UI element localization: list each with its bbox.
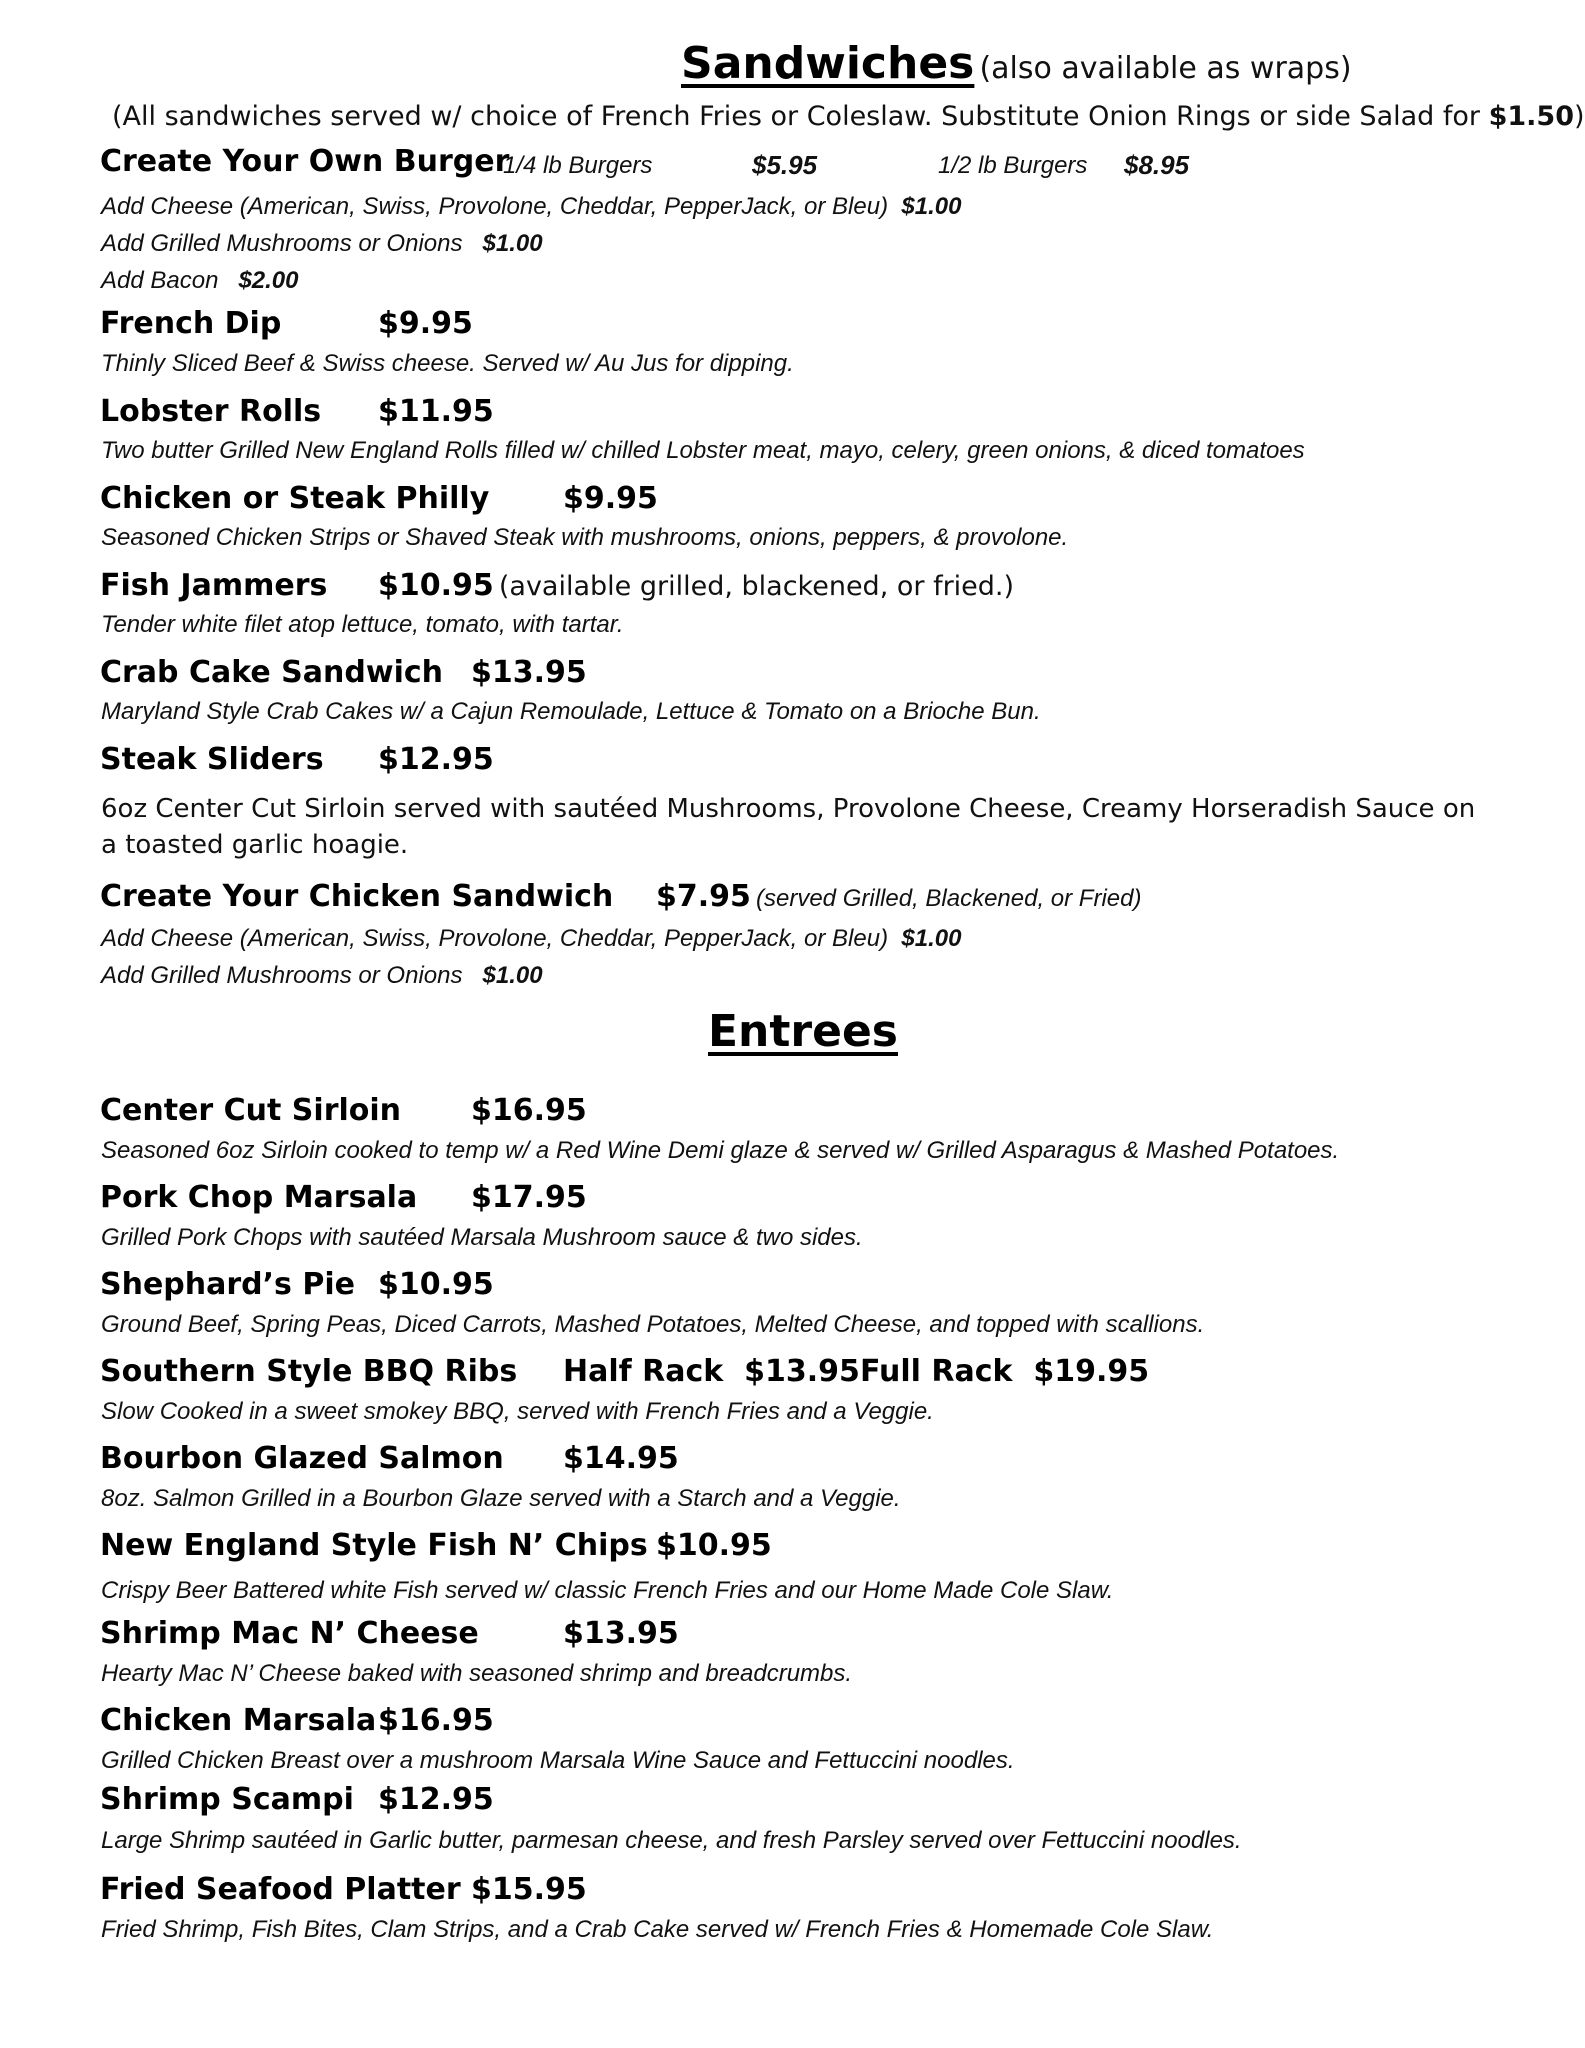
seafood-platter-name: Fried Seafood Platter [100, 1872, 461, 1907]
sandwiches-intro-close: ) [1574, 101, 1585, 132]
fish-chips-desc: Crispy Beer Battered white Fish served w/ classic French Fries and our Home Made Cole Slaw. [101, 1577, 1114, 1604]
philly-price: $9.95 [563, 481, 658, 516]
burger-name: Create Your Own Burger [100, 144, 510, 179]
salmon-desc: 8oz. Salmon Grilled in a Bourbon Glaze served with a Starch and a Veggie. [101, 1485, 901, 1512]
scampi-price: $12.95 [378, 1782, 494, 1817]
fish-chips-name: New England Style Fish N’ Chips [100, 1528, 648, 1563]
burger-add-mushrooms-text: Add Grilled Mushrooms or Onions [101, 230, 463, 257]
chicken-add-mushrooms [101, 962, 543, 990]
fish-jammers-name: Fish Jammers [100, 568, 328, 603]
fish-jammers-desc: Tender white filet atop lettuce, tomato, with tartar. [101, 611, 624, 638]
sliders-price: $12.95 [378, 742, 494, 777]
salmon-price: $14.95 [563, 1441, 679, 1476]
pork-chop-desc: Grilled Pork Chops with sautéed Marsala Mushroom sauce & two sides. [101, 1224, 863, 1251]
chicken-add-cheese-text: Add Cheese (American, Swiss, Provolone, Cheddar, PepperJack, or Bleu) [101, 925, 889, 952]
burger-add-cheese [101, 193, 961, 221]
seafood-platter-price: $15.95 [471, 1872, 587, 1907]
sandwiches-title-note: (also available as wraps) [979, 51, 1352, 86]
shrimp-mac-price: $13.95 [563, 1616, 679, 1651]
seafood-platter-desc: Fried Shrimp, Fish Bites, Clam Strips, and a Crab Cake served w/ French Fries & Homemade Cole Slaw. [101, 1916, 1214, 1943]
shephards-pie-desc: Ground Beef, Spring Peas, Diced Carrots, Mashed Potatoes, Melted Cheese, and topped with scallions. [101, 1311, 1205, 1338]
shephards-pie-price: $10.95 [378, 1267, 494, 1302]
chicken-sandwich-price-line [656, 879, 1141, 914]
shrimp-mac-name: Shrimp Mac N’ Cheese [100, 1616, 479, 1651]
chicken-sandwich-name: Create Your Chicken Sandwich [100, 879, 614, 914]
fish-jammers-price-line [378, 568, 1014, 603]
sirloin-price: $16.95 [471, 1093, 587, 1128]
sirloin-name: Center Cut Sirloin [100, 1093, 402, 1128]
burger-opt2: 1/2 lb Burgers [938, 152, 1088, 179]
burger-add-bacon-text: Add Bacon [101, 267, 219, 294]
chicken-sandwich-note: (served Grilled, Blackened, or Fried) [756, 885, 1142, 912]
french-dip-desc: Thinly Sliced Beef & Swiss cheese. Served w/ Au Jus for dipping. [101, 350, 794, 377]
shephards-pie-name: Shephard’s Pie [100, 1267, 355, 1302]
chicken-sandwich-price: $7.95 [656, 879, 751, 914]
chicken-marsala-price: $16.95 [378, 1703, 494, 1738]
ribs-half-rack: Half Rack $13.95 [563, 1354, 860, 1389]
chicken-add-cheese [101, 925, 961, 953]
sandwiches-title: Sandwiches [681, 38, 975, 89]
lobster-price: $11.95 [378, 394, 494, 429]
shrimp-mac-desc: Hearty Mac N’ Cheese baked with seasoned shrimp and breadcrumbs. [101, 1660, 853, 1687]
burger-add-mushrooms-price: $1.00 [482, 230, 543, 257]
sandwiches-intro-text: (All sandwiches served w/ choice of French Fries or Coleslaw. Substitute Onion Rings or side Salad for [112, 101, 1489, 132]
ribs-full-rack: Full Rack $19.95 [860, 1354, 1150, 1389]
french-dip-name: French Dip [100, 306, 282, 341]
ribs-desc: Slow Cooked in a sweet smokey BBQ, served with French Fries and a Veggie. [101, 1398, 934, 1425]
scampi-desc: Large Shrimp sautéed in Garlic butter, parmesan cheese, and fresh Parsley served over Fettuccini noodles. [101, 1827, 1242, 1854]
pork-chop-name: Pork Chop Marsala [100, 1180, 418, 1215]
sandwiches-intro-price: $1.50 [1488, 101, 1574, 132]
burger-add-cheese-price: $1.00 [901, 193, 962, 220]
entrees-title: Entrees [708, 1006, 898, 1057]
sliders-name: Steak Sliders [100, 742, 324, 777]
lobster-desc: Two butter Grilled New England Rolls filled w/ chilled Lobster meat, mayo, celery, green onions, & diced tomatoes [101, 437, 1305, 464]
pork-chop-price: $17.95 [471, 1180, 587, 1215]
crab-cake-name: Crab Cake Sandwich [100, 655, 443, 690]
burger-price2: $8.95 [1124, 150, 1190, 180]
sandwiches-intro [112, 101, 1585, 132]
chicken-add-mushrooms-price: $1.00 [482, 962, 543, 989]
crab-cake-price: $13.95 [471, 655, 587, 690]
burger-price1: $5.95 [752, 150, 818, 180]
burger-add-mushrooms [101, 230, 543, 258]
scampi-name: Shrimp Scampi [100, 1782, 354, 1817]
philly-desc: Seasoned Chicken Strips or Shaved Steak with mushrooms, onions, peppers, & provolone. [101, 524, 1069, 551]
lobster-name: Lobster Rolls [100, 394, 322, 429]
fish-jammers-note: (available grilled, blackened, or fried.) [498, 571, 1015, 602]
chicken-add-mushrooms-text: Add Grilled Mushrooms or Onions [101, 962, 463, 989]
philly-name: Chicken or Steak Philly [100, 481, 490, 516]
chicken-add-cheese-price: $1.00 [901, 925, 962, 952]
burger-opt1: 1/4 lb Burgers [503, 152, 653, 179]
chicken-marsala-desc: Grilled Chicken Breast over a mushroom Marsala Wine Sauce and Fettuccini noodles. [101, 1747, 1015, 1774]
fish-chips-price: $10.95 [656, 1528, 772, 1563]
chicken-marsala-name: Chicken Marsala [100, 1703, 377, 1738]
burger-add-bacon-price: $2.00 [238, 267, 299, 294]
burger-add-bacon [101, 267, 299, 295]
fish-jammers-price: $10.95 [378, 568, 494, 603]
sandwiches-header [681, 38, 1352, 89]
crab-cake-desc: Maryland Style Crab Cakes w/ a Cajun Remoulade, Lettuce & Tomato on a Brioche Bun. [101, 698, 1041, 725]
sliders-desc: 6oz Center Cut Sirloin served with sautéed Mushrooms, Provolone Cheese, Creamy Horseradish Sauce on a toasted garlic hoagie. [101, 794, 1476, 860]
burger-add-cheese-text: Add Cheese (American, Swiss, Provolone, Cheddar, PepperJack, or Bleu) [101, 193, 889, 220]
ribs-name: Southern Style BBQ Ribs [100, 1354, 518, 1389]
salmon-name: Bourbon Glazed Salmon [100, 1441, 504, 1476]
french-dip-price: $9.95 [378, 306, 473, 341]
sirloin-desc: Seasoned 6oz Sirloin cooked to temp w/ a Red Wine Demi glaze & served w/ Grilled Asparagus & Mashed Potatoes. [101, 1137, 1340, 1164]
